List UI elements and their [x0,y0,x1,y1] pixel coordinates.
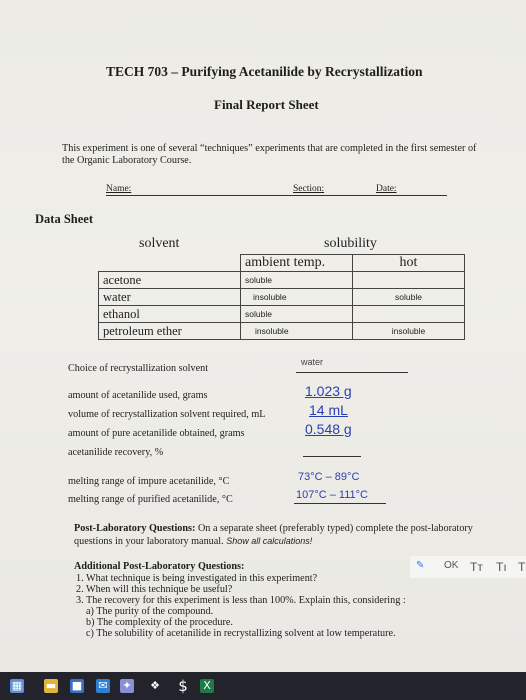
recovery-label: acetanilide recovery, % [68,447,164,458]
text-size-up-button[interactable]: Tт [470,560,483,574]
solvent-header: solvent [139,236,180,251]
ambient-cell: insoluble [241,323,353,340]
post-lab-text: On a separate sheet (preferably typed) complete the post-laboratory questions in your laboratory manual. [74,523,473,547]
ambient-cell: insoluble [241,289,353,306]
solvent-cell: acetone [99,272,241,289]
ambient-cell: soluble [241,272,353,289]
data-sheet-heading: Data Sheet [35,212,93,226]
list-item: a) The purity of the compound. [86,606,214,617]
table-row [99,272,465,289]
sparkle-icon[interactable]: ✦ [120,679,134,693]
text-size-down-button[interactable]: Tı [496,560,507,574]
app-icon[interactable]: ■ [71,679,83,692]
table-row [99,289,465,306]
choice-line [296,372,408,373]
additional-list [76,573,406,639]
document-subtitle: Final Report Sheet [214,97,319,112]
table-row [99,306,465,323]
add-text-icon[interactable]: ✎ [416,560,425,571]
taskbar [0,672,526,700]
mail-icon[interactable]: ✉ [96,679,110,693]
mp-impure-value: 73°C – 89°C [298,471,360,483]
text-style-button[interactable]: T [518,560,526,574]
list-item: 3. The recovery for this experiment is less than 100%. Explain this, considering : [76,595,406,606]
volume-label: volume of recrystallization solvent required, mL [68,409,266,420]
solvent-cell: ethanol [99,306,241,323]
solubility-header: solubility [324,236,377,251]
hot-cell [353,272,465,289]
recovery-line [303,456,361,457]
hot-cell: soluble [353,289,465,306]
table-row [99,323,465,340]
table-cell [99,255,241,272]
date-label: Date: [376,184,397,194]
list-item: b) The complexity of the procedure. [86,617,233,628]
choice-label: Choice of recrystallization solvent [68,363,209,374]
store-icon[interactable]: ▦ [11,679,23,692]
ok-button[interactable]: OK [444,560,459,571]
hot-cell [353,306,465,323]
mp-pure-line [294,503,386,504]
mp-pure-value: 107°C – 111°C [296,489,368,501]
volume-value: 14 mL [309,402,348,418]
list-item: 2. When will this technique be useful? [76,584,233,595]
list-item: c) The solubility of acetanilide in recrystallizing solvent at low temperature. [86,628,396,639]
document-title: TECH 703 – Purifying Acetanilide by Recrystallization [106,64,423,79]
name-label: Name: [106,184,132,194]
list-item: 1. What technique is being investigated in this experiment? [76,573,318,584]
ambient-cell: soluble [241,306,353,323]
dollar-icon[interactable]: $ [178,677,188,695]
ambient-header: ambient temp. [241,255,353,272]
choice-value: water [301,357,324,367]
hot-header: hot [353,255,465,272]
section-label: Section: [293,184,325,194]
dropbox-icon[interactable]: ❖ [150,679,160,692]
used-label: amount of acetanilide used, grams [68,390,208,401]
post-lab-emphasis: Show all calculations! [226,536,313,546]
used-value: 1.023 g [305,383,352,399]
folder-icon[interactable]: ▬ [45,679,57,692]
table-header-row [99,255,465,272]
mp-pure-label: melting range of purified acetanilide, °C [68,494,233,505]
additional-heading: Additional Post-Laboratory Questions: [74,561,245,572]
excel-icon[interactable]: X [200,679,214,693]
intro-paragraph: This experiment is one of several “techniques” experiments that are completed in the first semester of the Organic Laboratory Course. [62,143,477,166]
post-lab-paragraph [74,523,479,548]
name-section-date-line [106,195,447,196]
hot-cell: insoluble [353,323,465,340]
mp-impure-label: melting range of impure acetanilide, °C [68,476,230,487]
solubility-table [98,254,465,340]
post-lab-heading: Post-Laboratory Questions: [74,523,196,534]
text-format-toolbar [410,556,526,578]
pure-label: amount of pure acetanilide obtained, grams [68,428,245,439]
solvent-cell: water [99,289,241,306]
solvent-cell: petroleum ether [99,323,241,340]
pure-value: 0.548 g [305,421,352,437]
